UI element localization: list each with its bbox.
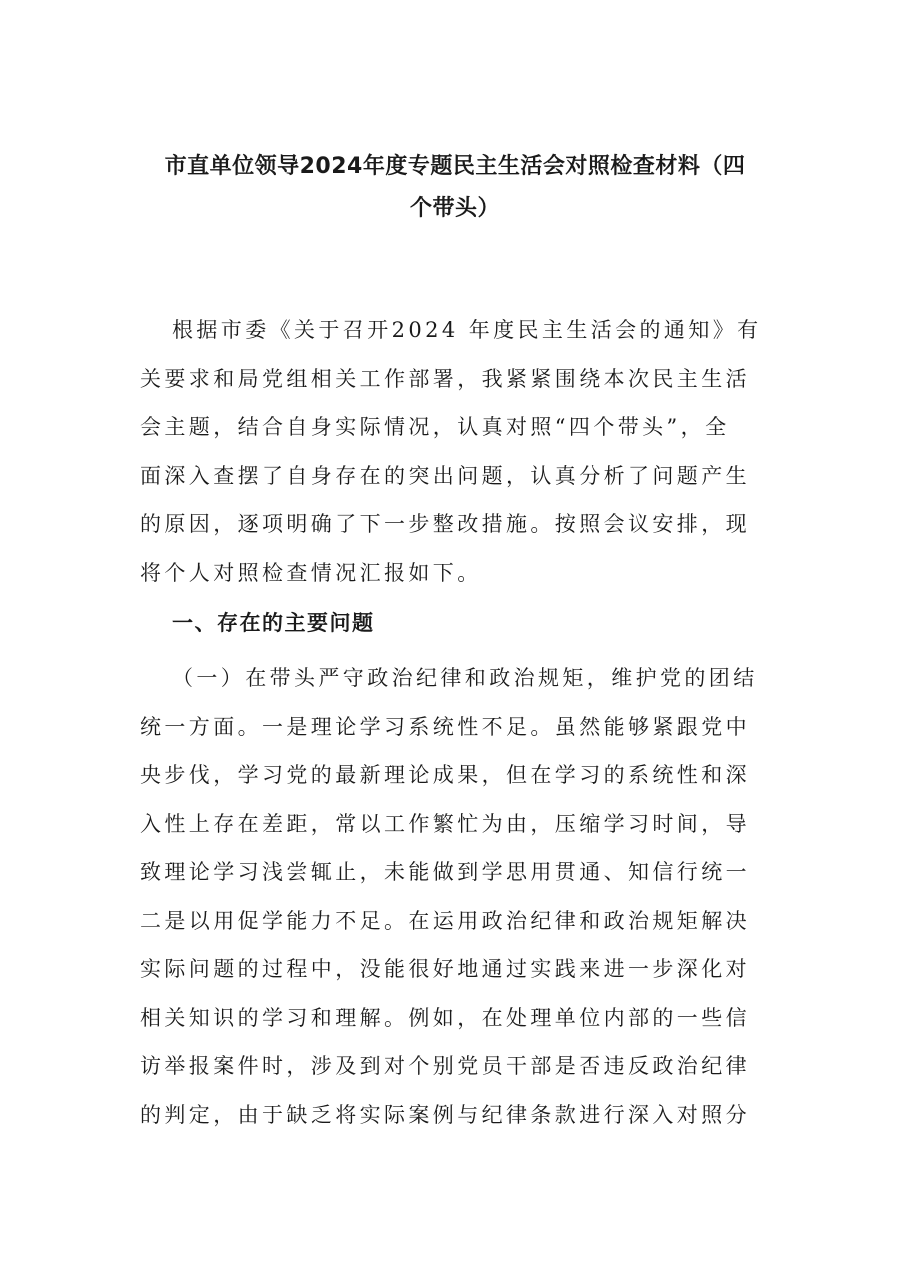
section-line: （一）在带头严守政治纪律和政治规矩，维护党的团结 — [172, 666, 758, 690]
section-heading: 一、存在的主要问题 — [172, 611, 375, 635]
section-paragraph — [140, 654, 770, 1139]
intro-line: 的原因，逐项明确了下一步整改措施。按照会议安排，现 — [140, 512, 750, 536]
section-line: 的判定，由于缺乏将实际案例与纪律条款进行深入对照分 — [140, 1102, 750, 1127]
section-line: 访举报案件时，涉及到对个别党员干部是否违反政治纪律 — [140, 1054, 750, 1078]
title-line-1: 市直单位领导2024年度专题民主生活会对照检查材料（四 — [164, 154, 746, 179]
section-line: 入性上存在差距，常以工作繁忙为由，压缩学习时间，导 — [140, 811, 750, 836]
intro-line: 会主题，结合自身实际情况，认真对照“四个带头”，全 — [140, 415, 730, 439]
title-line-2: 个带头） — [409, 196, 500, 221]
section-line: 央步伐，学习党的最新理论成果，但在学习的系统性和深 — [140, 763, 750, 787]
section-line: 统一方面。一是理论学习系统性不足。虽然能够紧跟党中 — [140, 714, 750, 739]
document-title — [140, 146, 770, 230]
intro-line: 将个人对照检查情况汇报如下。 — [140, 560, 482, 585]
intro-line: 关要求和局党组相关工作部署，我紧紧围绕本次民主生活 — [140, 366, 750, 391]
intro-line: 面深入查摆了自身存在的突出问题，认真分析了问题产生 — [140, 463, 750, 488]
section-line: 致理论学习浅尝辄止，未能做到学思用贯通、知信行统一 — [140, 860, 750, 884]
section-line: 实际问题的过程中，没能很好地通过实践来进一步深化对 — [140, 957, 750, 981]
section-line: 相关知识的学习和理解。例如，在处理单位内部的一些信 — [140, 1005, 750, 1030]
intro-paragraph — [140, 306, 770, 597]
section-line: 二是以用促学能力不足。在运用政治纪律和政治规矩解决 — [140, 908, 750, 933]
intro-line: 根据市委《关于召开2024 年度民主生活会的通知》有 — [172, 318, 762, 342]
